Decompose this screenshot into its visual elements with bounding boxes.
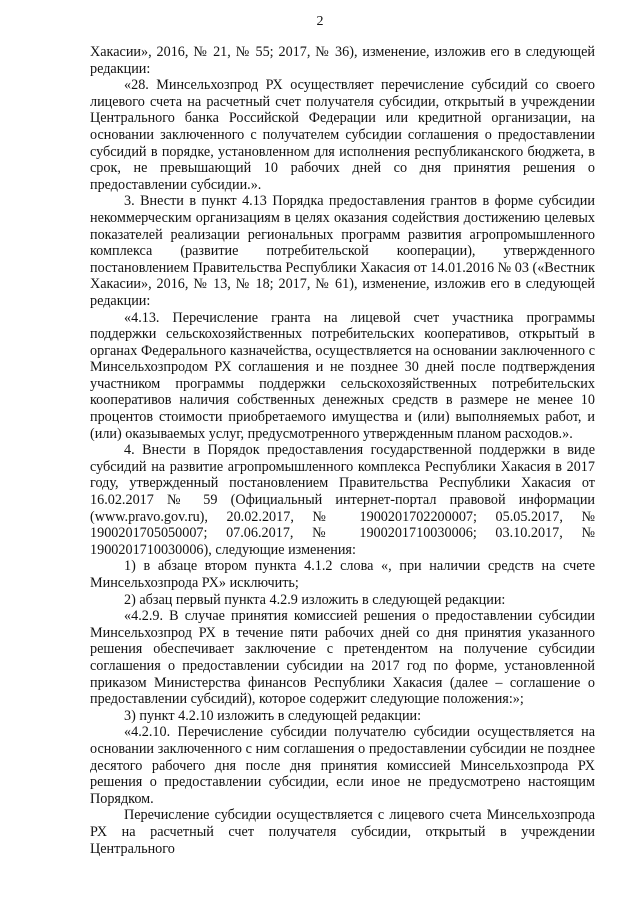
- paragraph-item-4-2-9: «4.2.9. В случае принятия комиссией решения о предоставлении субсидии Минсельхозпрод РХ в течение пяти рабочих дней со дня принятия указанного решения обеспечивает заключение с претендентом на получение субсидии соглашения о предоставлении субсидии на 2017 год по форме, установленной приказом Министерства финансов Республики Хакасия (далее – соглашение о предоставлении субсидий), которое содержит следующие положения:»;: [90, 608, 595, 708]
- paragraph-continuation: Хакасии», 2016, № 21, № 55; 2017, № 36), изменение, изложив его в следующей редакции:: [90, 44, 595, 77]
- paragraph-transfer: Перечисление субсидии осуществляется с лицевого счета Минсельхозпрода РХ на расчетный счет получателя субсидии, открытый в учреждении Центрального: [90, 807, 595, 857]
- paragraph-item-4-2-10: «4.2.10. Перечисление субсидии получателю субсидии осуществляется на основании заключенного с ним соглашения о предоставлении субсидии не позднее десятого рабочего дня после дня принятия комиссией Минсельхозпрода РХ решения о предоставлении субсидии, если иное не предусмотрено настоящим Порядком.: [90, 724, 595, 807]
- paragraph-item-4-13: «4.13. Перечисление гранта на лицевой счет участника программы поддержки сельскохозяйственных потребительских кооперативов, открытый в органах Федерального казначейства, осуществляется на основании заключенного с Минсельхозпродом РХ соглашения и не позднее 30 дней после подтверждения участником программы поддержки сельскохозяйственных потребительских кооперативов наличия собственных денежных средств в размере не менее 10 процентов стоимости приобретаемого имущества и (или) выполняемых работ, и (или) оказываемых услуг, предусмотренного утвержденным планом расходов.».: [90, 309, 595, 442]
- paragraph-item-28: «28. Минсельхозпрод РХ осуществляет перечисление субсидий со своего лицевого счета на расчетный счет получателя субсидии, открытый в учреждении Центрального банка Российской Федерации или кредитной организации, на основании заключенного с получателем субсидии соглашения о предоставлении субсидий в порядке, установленном для исполнения республиканского бюджета, в срок, не превышающий 10 рабочих дней со дня принятия решения о предоставлении субсидии.».: [90, 77, 595, 193]
- paragraph-subitem-2: 2) абзац первый пункта 4.2.9 изложить в следующей редакции:: [124, 591, 506, 608]
- page-number: 2: [316, 14, 324, 29]
- paragraph-section-3: 3. Внести в пункт 4.13 Порядка предоставления грантов в форме субсидии некоммерческим организациям в целях оказания содействия достижению целевых показателей реализации региональных программ развития агропромышленного комплекса (развитие потребительской кооперации), утвержденного постановлением Правительства Республики Хакасия от 14.01.2016 № 03 («Вестник Хакасии», 2016, № 13, № 18; 2017, № 61), изменение, изложив его в следующей редакции:: [90, 193, 595, 309]
- paragraph-subitem-3: 3) пункт 4.2.10 изложить в следующей редакции:: [124, 707, 422, 724]
- paragraph-section-4: 4. Внести в Порядок предоставления государственной поддержки в виде субсидий на развитие агропромышленного комплекса Республики Хакасия в 2017 году, утвержденный постановлением Правительства Республики Хакасия от 16.02.2017 № 59 (Официальный интернет-портал правовой информации (www.pravo.gov.ru), 20.02.2017, № 1900201702200007; 05.05.2017, № 1900201705050007; 07.06.2017, № 1900201710030006; 03.10.2017, № 1900201710030006), следующие изменения:: [90, 442, 595, 558]
- paragraph-subitem-1: 1) в абзаце втором пункта 4.1.2 слова «, при наличии средств на счете Минсельхозпрода РХ» исключить;: [90, 558, 595, 591]
- document-body: [90, 44, 595, 857]
